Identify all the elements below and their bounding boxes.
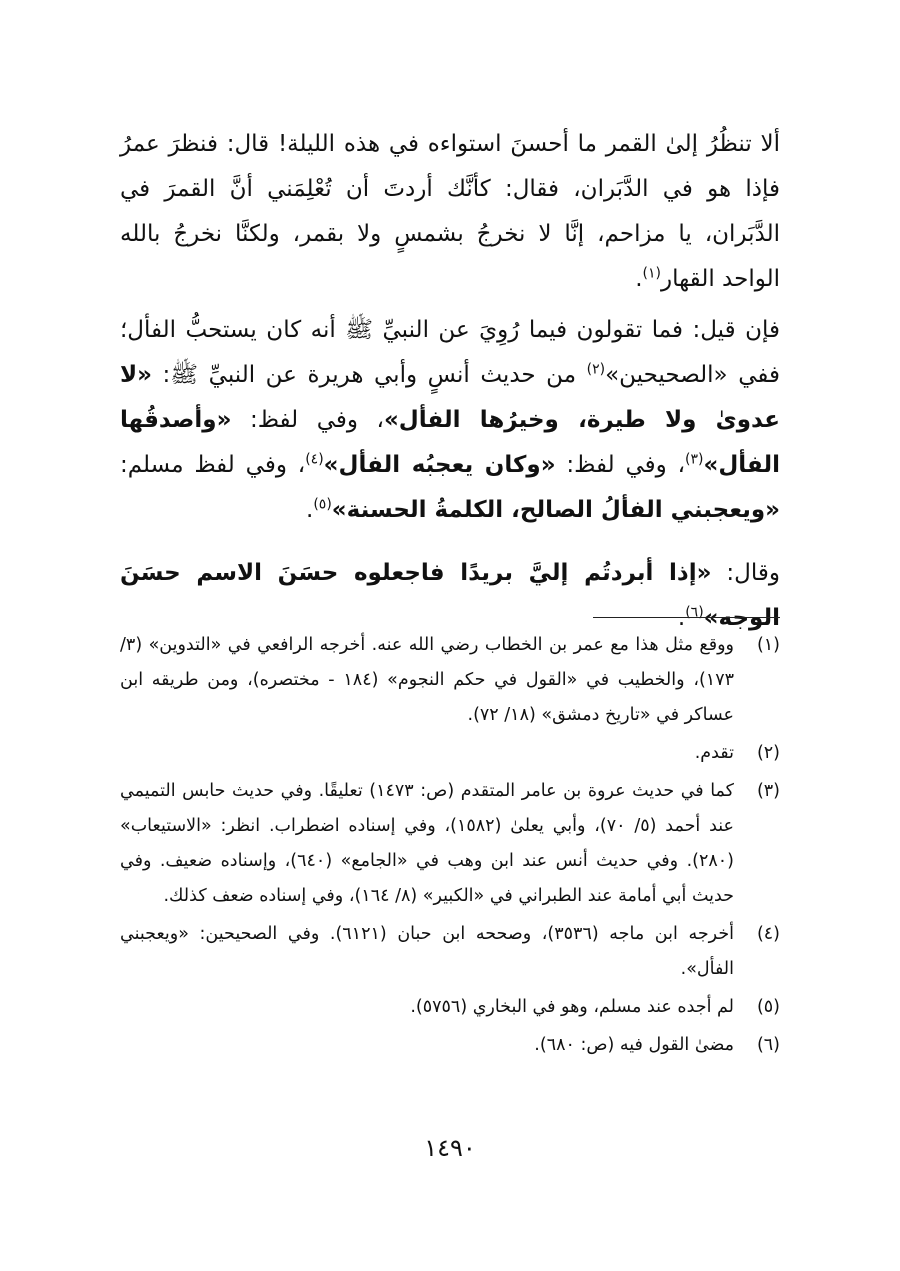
footnote-1 (120, 628, 780, 733)
footnote-4 (120, 917, 780, 987)
paragraph-1 (120, 122, 780, 302)
footnote-number: (٦) (756, 1035, 780, 1055)
hadith-quote: «إذا أبردتُم إليَّ بريدًا فاجعلوه حسَنَ الاسم حسَنَ الوجه» (120, 560, 780, 631)
footnote-text: تقدم. (694, 743, 734, 763)
footnote-number: (١) (756, 635, 780, 655)
paragraph-text: ، وفي لفظ مسلم: (120, 452, 306, 478)
footnote-ref-1: (١) (642, 265, 661, 282)
footnote-ref-3: (٣) (685, 451, 704, 468)
footnote-ref-6: (٦) (685, 604, 704, 621)
page-number: ١٤٩٠ (424, 1134, 476, 1162)
footnote-6 (120, 1028, 780, 1063)
footnote-number: (٣) (756, 781, 780, 801)
footnote-5 (120, 990, 780, 1025)
footnote-text: لم أجده عند مسلم، وهو في البخاري (٥٧٥٦). (410, 997, 734, 1017)
footnote-text: ووقع مثل هذا مع عمر بن الخطاب رضي الله عنه. أخرجه الرافعي في «التدوين» (٣/ ١٧٣)، والخطيب في «القول في حكم النجوم» (١٨٤ - مختصره)، ومن طريقه ابن عساكر في «تاريخ دمشق» (١٨/ ٧٢). (120, 635, 734, 725)
paragraph-text: ألا تنظُرُ إلىٰ القمر ما أحسنَ استواءه في هذه الليلة! قال: فنظرَ عمرُ فإذا هو في الدَّبَران، فقال: كأنَّك أردتَ أن تُعْلِمَني أنَّ القمرَ في الدَّبَران، يا مزاحم، إنَّا لا نخرجُ بشمسٍ ولا بقمر، ولكنَّا نخرجُ بالله الواحد القهار (120, 131, 780, 292)
paragraph-end: . (677, 605, 686, 631)
footnote-ref-4: (٤) (305, 451, 324, 468)
footnote-2 (120, 736, 780, 771)
footnote-number: (٢) (756, 743, 780, 763)
paragraph-text: ، وفي لفظ: (231, 407, 384, 433)
footnote-text: مضىٰ القول فيه (ص: ٦٨٠). (534, 1035, 734, 1055)
hadith-quote: «وأصدقُها الفأل» (120, 407, 780, 478)
hadith-quote: «وكان يعجبُه الفأل» (323, 452, 556, 478)
hadith-quote: «لا عدوىٰ ولا طيرة، وخيرُها الفأل» (120, 362, 780, 433)
paragraph-text: وقال: (711, 560, 780, 586)
paragraph-end: . (306, 497, 314, 523)
paragraph-2 (120, 308, 780, 533)
footnote-ref-2: (٢) (586, 361, 606, 378)
paragraph-text: من حديث أنسٍ وأبي هريرة عن النبيِّ ﷺ: (151, 362, 587, 388)
footnote-3 (120, 774, 780, 914)
paragraph-text: ، وفي لفظ: (555, 452, 685, 478)
footnote-number: (٥) (756, 997, 780, 1017)
footnote-text: أخرجه ابن ماجه (٣٥٣٦)، وصححه ابن حبان (٦١٢١). وفي الصحيحين: «ويعجبني الفأل». (120, 924, 735, 979)
paragraph-text: فإن قيل: فما تقولون فيما رُوِيَ عن النبيِّ ﷺ أنه كان يستحبُّ الفأل؛ ففي «الصحيحين» (120, 317, 781, 388)
footnote-ref-5: (٥) (313, 496, 332, 513)
paragraph-end: . (635, 266, 643, 292)
footnote-text: كما في حديث عروة بن عامر المتقدم (ص: ١٤٧٣) تعليقًا. وفي حديث حابس التميمي عند أحمد (٥/ ٧٠)، وأبي يعلىٰ (١٥٨٢)، وفي إسناده اضطراب. انظر: «الاستيعاب» (٢٨٠). وفي حديث أنس عند ابن وهب في «الجامع» (٦٤٠)، وإسناده ضعيف. وفي حديث أبي أمامة عند الطبراني في «الكبير» (٨/ ١٦٤)، وفي إسناده ضعف كذلك. (120, 781, 734, 906)
hadith-quote: «ويعجبني الفألُ الصالح، الكلمةُ الحسنة» (331, 497, 780, 523)
footnote-divider (593, 617, 780, 618)
footnote-number: (٤) (756, 924, 780, 944)
footnotes (120, 628, 780, 1066)
main-text (120, 122, 780, 641)
